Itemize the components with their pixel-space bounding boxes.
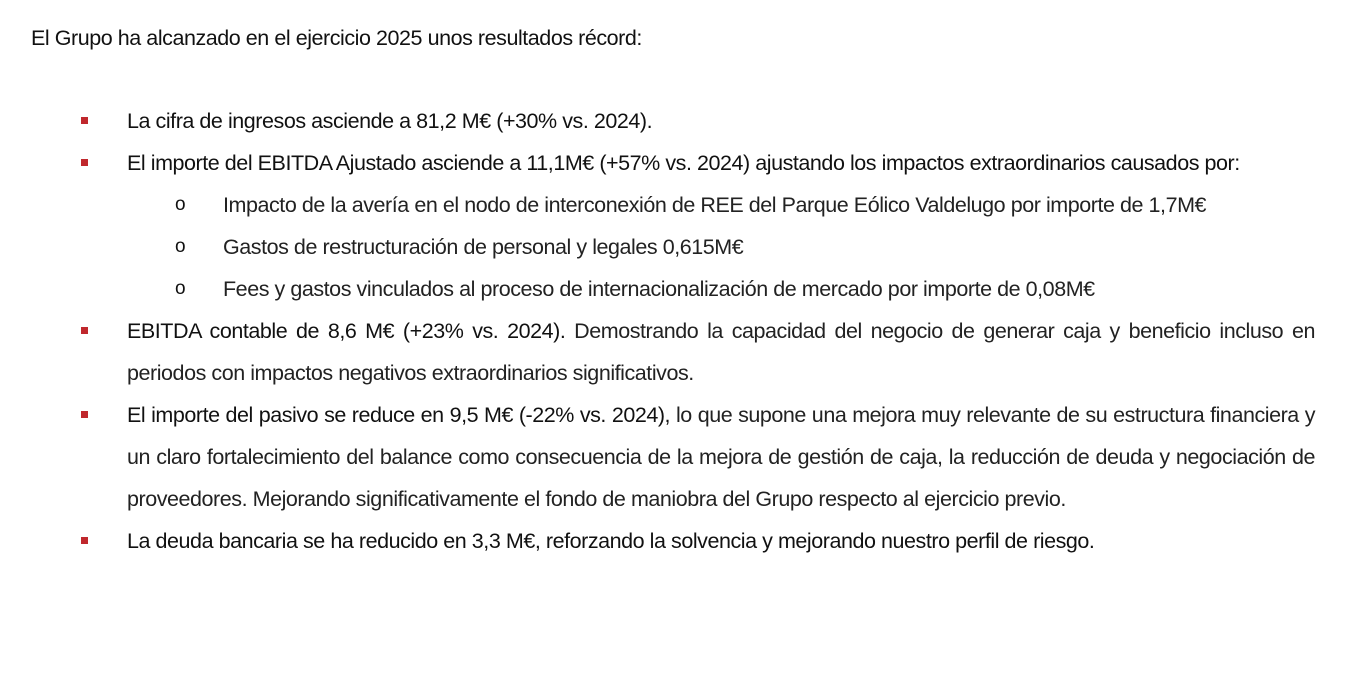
- list-item: [0, 310, 1315, 394]
- square-bullet-icon: [81, 327, 88, 334]
- item-strong-text: El importe del pasivo se reduce en 9,5 M€ (-22% vs. 2024),: [127, 403, 671, 427]
- list-item: [0, 394, 1315, 520]
- sub-list-item: [0, 184, 1315, 226]
- item-text: lo que supone una mejora muy relevante de su estructura financiera y un claro fortalecimiento del balance como consecuencia de la mejora de gestión de caja, la reducción de deuda y negociación de proveedores. Mejorando significativamente el fondo de maniobra del Grupo respecto al ejercicio previo.: [127, 403, 1315, 511]
- circle-bullet-icon: o: [175, 278, 186, 299]
- sub-list-item: [0, 268, 1315, 310]
- sub-item-text: Gastos de restructuración de personal y legales 0,615M€: [223, 235, 744, 259]
- results-list: [0, 100, 1372, 562]
- circle-bullet-icon: o: [175, 236, 186, 257]
- item-strong-text: El importe del EBITDA Ajustado asciende a 11,1M€ (+57% vs. 2024) ajustando los impactos extraordinarios causados por:: [127, 151, 1240, 175]
- item-strong-text: La cifra de ingresos asciende a 81,2 M€ (+30% vs. 2024).: [127, 109, 653, 133]
- square-bullet-icon: [81, 411, 88, 418]
- list-item: [0, 142, 1315, 184]
- square-bullet-icon: [81, 159, 88, 166]
- item-text: Demostrando la capacidad del negocio de generar caja y beneficio incluso en periodos con impactos negativos extraordinarios significativos.: [127, 319, 1315, 385]
- intro-paragraph: El Grupo ha alcanzado en el ejercicio 2025 unos resultados récord:: [31, 26, 642, 50]
- list-item: [0, 100, 1315, 142]
- item-strong-text: EBITDA contable de 8,6 M€ (+23% vs. 2024).: [127, 319, 566, 343]
- sub-item-text: Fees y gastos vinculados al proceso de internacionalización de mercado por importe de 0,08M€: [223, 277, 1095, 301]
- circle-bullet-icon: o: [175, 194, 186, 215]
- sub-item-text: Impacto de la avería en el nodo de interconexión de REE del Parque Eólico Valdelugo por importe de 1,7M€: [223, 193, 1207, 217]
- square-bullet-icon: [81, 537, 88, 544]
- square-bullet-icon: [81, 117, 88, 124]
- list-item: [0, 520, 1315, 562]
- item-strong-text: La deuda bancaria se ha reducido en 3,3 M€, reforzando la solvencia y mejorando nuestro perfil de riesgo.: [127, 529, 1095, 553]
- sub-list-item: [0, 226, 1315, 268]
